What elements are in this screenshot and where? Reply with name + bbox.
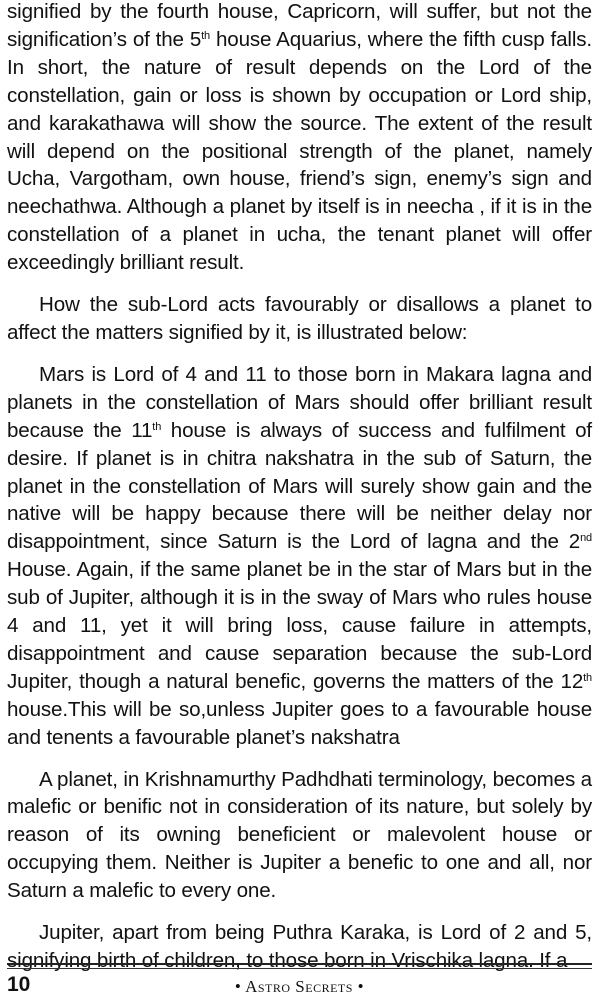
superscript: th: [583, 671, 592, 684]
paragraph-4: [7, 766, 592, 906]
footer-row: [7, 969, 592, 1001]
paragraph-2: [7, 291, 592, 347]
text-segment: Jupiter, apart from being Puthra Karaka, is Lord of 2 and 5, signifying birth of children, to those born in Vrischika lagna. If a: [7, 921, 592, 972]
footer-rule-thick: [7, 963, 592, 965]
page-footer: [7, 963, 592, 1001]
paragraph-1: [7, 0, 592, 277]
page-number: 10: [7, 973, 31, 996]
superscript: th: [152, 420, 162, 433]
text-segment: house.This will be so,unless Jupiter goes to a favourable house and tenents a favourable planet’s nakshatra: [7, 697, 592, 749]
text-segment: How the sub-Lord acts favourably or disallows a planet to affect the matters signified by it, is illustrated below:: [7, 293, 592, 344]
text-segment: house Aquarius, where the fifth cusp falls. In short, the nature of result depends on the Lord of the constellation, gain or loss is shown by occupation or Lord ship, and karakathawa will show the source. The extent of the result will depend on the positional strength of the planet, namely Ucha, Vargotham, own house, friend’s sign, enemy’s sign and neechathwa. Although a planet by itself is in neecha , if it is in the constellation of a planet in ucha, the tenant planet will offer exceedingly brilliant result.: [7, 27, 592, 275]
running-title: • Astro Secrets •: [234, 977, 365, 996]
text-segment: signified by the fourth house, Capricorn, will suffer, but not the signification’s of the 5: [7, 0, 592, 51]
text-segment: house is always of success and fulfilment of desire. If planet is in chitra nakshatra in the sub of Saturn, the planet in the constellation of Mars will surely show gain and the native will be happy because there will be neither delay nor disappointment, since Saturn is the Lord of lagna and the 2: [7, 418, 592, 554]
superscript: nd: [580, 532, 592, 545]
text-segment: Mars is Lord of 4 and 11 to those born in Makara lagna and planets in the constellation of Mars should offer brilliant result because the 11: [7, 362, 592, 442]
text-segment: A planet, in Krishnamurthy Padhdhati terminology, becomes a malefic or benific not in consideration of its nature, but solely by reason of its owning beneficient or malevolent house or occupying them. Neither is Jupiter a benefic to one and all, nor Saturn a malefic to every one.: [7, 767, 592, 903]
superscript: th: [201, 29, 211, 42]
paragraph-3: [7, 361, 592, 752]
text-segment: House. Again, if the same planet be in the star of Mars but in the sub of Jupiter, although it is in the sway of Mars who rules house 4 and 11, yet it will bring loss, cause failure in attempts, disappointment and cause separation because the sub-Lord Jupiter, though a natural benefic, governs the matters of the 12: [7, 558, 592, 693]
page-body: [7, 0, 592, 975]
